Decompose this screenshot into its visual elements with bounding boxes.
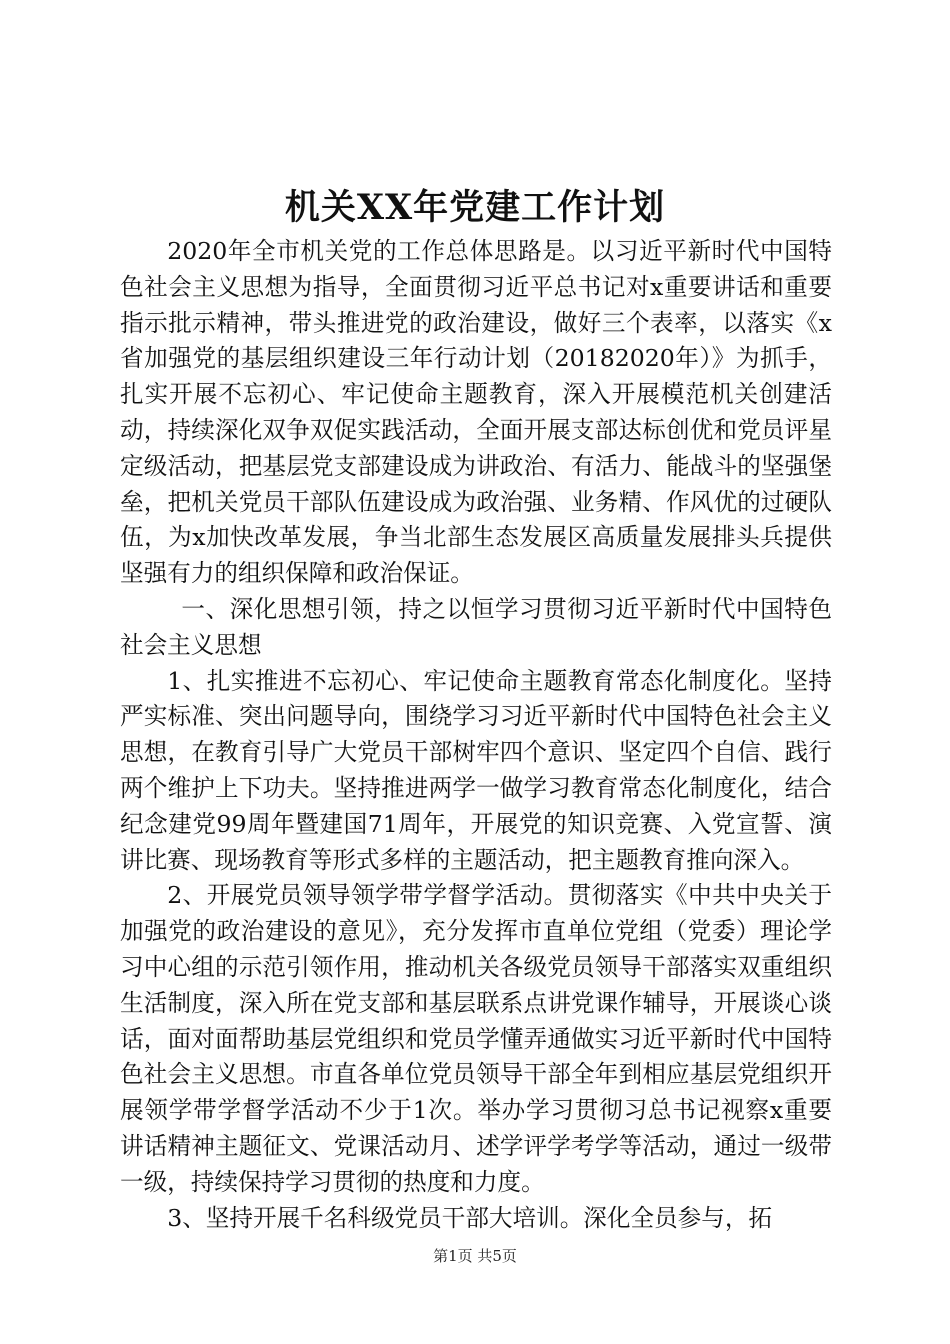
page-number-footer: 第1页 共5页 (433, 1247, 517, 1265)
paragraph-item-1: 1、扎实推进不忘初心、牢记使命主题教育常态化制度化。坚持严实标准、突出问题导向，围绕学习习近平新时代中国特色社会主义思想，在教育引导广大党员干部树牢四个意识、坚定四个自信、践行两个维护上下功夫。坚持推进两学一做学习教育常态化制度化，结合纪念建党99周年暨建国71周年，开展党的知识竞赛、入党宣誓、演讲比赛、现场教育等形式多样的主题活动，把主题教育推向深入。 (120, 666, 832, 874)
paragraph-item-3: 3、坚持开展千名科级党员干部大培训。深化全员参与，拓 (167, 1203, 773, 1232)
document-body (120, 234, 832, 1236)
paragraph-item-2: 2、开展党员领导领学带学督学活动。贯彻落实《中共中央关于加强党的政治建设的意见》，充分发挥市直单位党组（党委）理论学习中心组的示范引领作用，推动机关各级党员领导干部落实双重组织生活制度，深入所在党支部和基层联系点讲党课作辅导，开展谈心谈话，面对面帮助基层党组织和党员学懂弄通做实习近平新时代中国特色社会主义思想。市直各单位党员领导干部全年到相应基层党组织开展领学带学督学活动不少于1次。举办学习贯彻习总书记视察x重要讲话精神主题征文、党课活动月、述学评学考学等活动，通过一级带一级，持续保持学习贯彻的热度和力度。 (120, 881, 832, 1196)
section-heading-1: 一、深化思想引领，持之以恒学习贯彻习近平新时代中国特色社会主义思想 (120, 594, 832, 659)
document-title: 机关XX年党建工作计划 (284, 187, 666, 228)
paragraph-intro: 2020年全市机关党的工作总体思路是。以习近平新时代中国特色社会主义思想为指导，全面贯彻习近平总书记对x重要讲话和重要指示批示精神，带头推进党的政治建设，做好三个表率，以落实《x省加强党的基层组织建设三年行动计划（20182020年）》为抓手，扎实开展不忘初心、牢记使命主题教育，深入开展模范机关创建活动，持续深化双争双促实践活动，全面开展支部达标创优和党员评星定级活动，把基层党支部建设成为讲政治、有活力、能战斗的坚强堡垒，把机关党员干部队伍建设成为政治强、业务精、作风优的过硬队伍，为x加快改革发展，争当北部生态发展区高质量发展排头兵提供坚强有力的组织保障和政治保证。 (120, 237, 832, 588)
